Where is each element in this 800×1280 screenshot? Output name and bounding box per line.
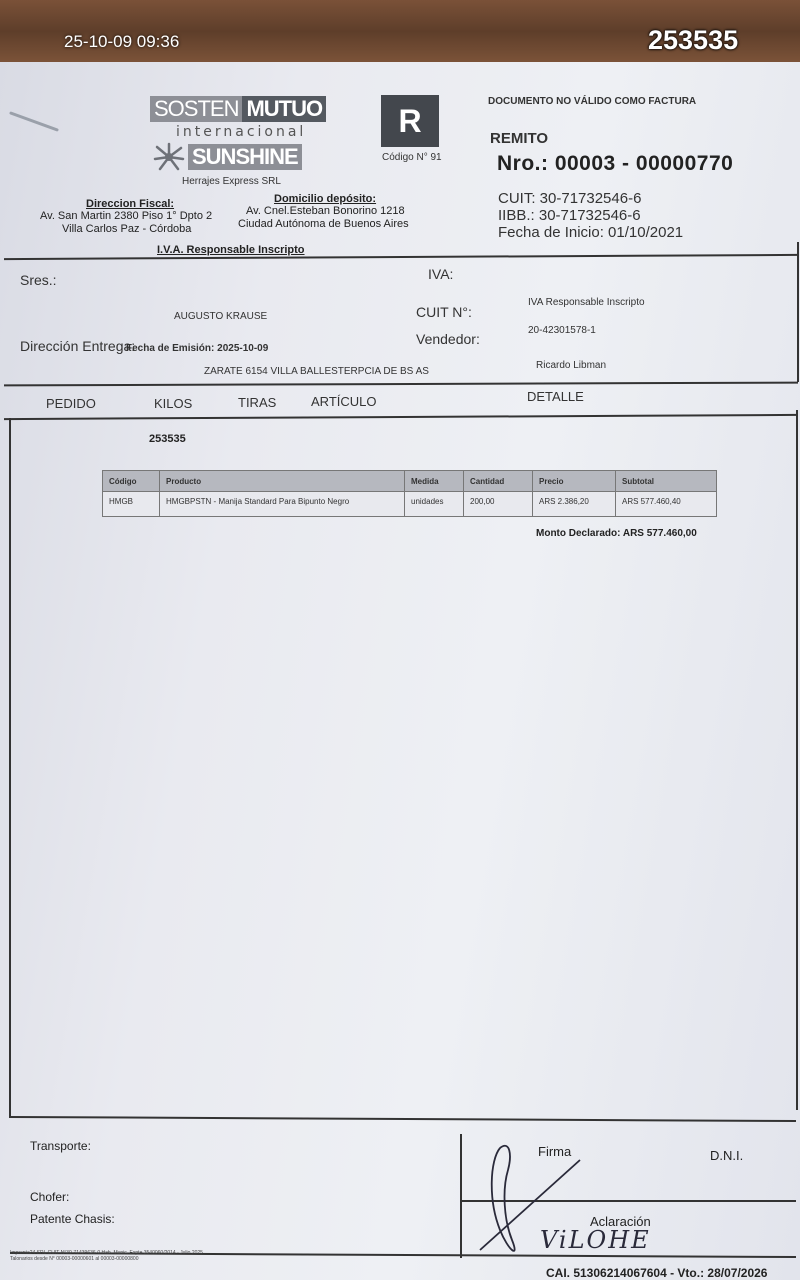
vendedor-value: Ricardo Libman <box>536 360 607 371</box>
deposit-address-line2: Ciudad Autónoma de Buenos Aires <box>238 218 409 230</box>
cell-cantidad: 200,00 <box>464 492 533 517</box>
client-cuit-value: 20-42301578-1 <box>528 325 596 336</box>
pedido-value: 253535 <box>149 433 186 445</box>
company-cuit: CUIT: 30-71732546-6 <box>498 190 642 207</box>
logo-left-text: SOSTEN <box>154 96 239 121</box>
invalid-invoice-notice: DOCUMENTO NO VÁLIDO COMO FACTURA <box>488 96 697 107</box>
document-code: Código N° 91 <box>382 152 442 163</box>
transporte-label: Transporte: <box>30 1139 91 1153</box>
vendedor-label: Vendedor: <box>416 331 480 347</box>
fiscal-address-title: Direccion Fiscal: <box>86 198 175 210</box>
delivery-address-label: Dirección Entrega: <box>20 338 136 354</box>
logo-sunshine-text: SUNSHINE <box>188 144 302 170</box>
aclaracion-label: Aclaración <box>590 1214 651 1229</box>
logo-sunshine <box>152 142 302 172</box>
logo-internacional: internacional <box>176 124 307 140</box>
cell-subtotal: ARS 577.460,40 <box>616 492 717 517</box>
deposit-address-title: Domicilio depósito: <box>274 193 377 205</box>
body-right-border <box>796 410 798 1110</box>
iva-condition: I.V.A. Responsable Inscripto <box>157 244 305 256</box>
document-number: Nro.: 00003 - 00000770 <box>497 152 734 175</box>
items-table <box>102 470 717 517</box>
company-iibb: IIBB.: 30-71732546-6 <box>498 207 641 224</box>
header-subtotal: Subtotal <box>616 471 717 492</box>
cell-producto: HMGBPSTN - Manija Standard Para Bipunto Negro <box>160 492 405 517</box>
table-row <box>103 492 717 517</box>
header-precio: Precio <box>533 471 616 492</box>
logo-sosten-mutuo <box>150 96 326 122</box>
handwritten-name: ViLOHE <box>540 1226 651 1254</box>
photo-order-id: 253535 <box>648 25 739 55</box>
issue-date: Fecha de Emisión: 2025-10-09 <box>126 343 269 354</box>
photo-timestamp: 25-10-09 09:36 <box>64 32 180 51</box>
deposit-address-line1: Av. Cnel.Esteban Bonorino 1218 <box>246 205 405 217</box>
dni-label: D.N.I. <box>710 1148 744 1163</box>
document-letter-box: R <box>381 95 439 147</box>
printer-line2: Talonarios desde N° 00003-00000601 al 00003-00000800 <box>10 1256 139 1262</box>
delivery-address: ZARATE 6154 VILLA BALLESTERPCIA DE BS AS <box>204 366 429 377</box>
client-iva-value: IVA Responsable Inscripto <box>528 297 645 308</box>
header-producto: Producto <box>160 471 405 492</box>
company-tax-info <box>498 190 683 241</box>
cell-medida: unidades <box>405 492 464 517</box>
column-pedido: PEDIDO <box>46 396 96 411</box>
iva-label: IVA: <box>428 266 454 282</box>
cuit-label: CUIT N°: <box>416 304 472 320</box>
column-detalle: DETALLE <box>527 389 584 404</box>
header-cantidad: Cantidad <box>464 471 533 492</box>
cell-precio: ARS 2.386,20 <box>533 492 616 517</box>
printer-info <box>10 1250 203 1262</box>
column-articulo: ARTÍCULO <box>311 394 377 409</box>
column-tiras: TIRAS <box>238 395 277 410</box>
header-codigo: Código <box>103 471 160 492</box>
chofer-label: Chofer: <box>30 1190 70 1204</box>
company-start-date: Fecha de Inicio: 01/10/2021 <box>498 224 684 241</box>
document-type: REMITO <box>490 130 549 147</box>
logo-right-text: MUTUO <box>242 96 326 122</box>
patente-label: Patente Chasis: <box>30 1212 115 1226</box>
sres-label: Sres.: <box>20 272 57 288</box>
paper-sheet <box>0 62 800 1280</box>
firma-label: Firma <box>538 1144 572 1159</box>
printer-line1: Imprenta24 SRL CUIT N°30-71439636-0 Hab. Munic. Expte 3540060/2014 - Julio 2025 <box>10 1250 203 1256</box>
client-name: AUGUSTO KRAUSE <box>174 311 268 322</box>
fiscal-address-line1: Av. San Martin 2380 Piso 1° Dpto 2 <box>40 210 213 222</box>
fiscal-address-line2: Villa Carlos Paz - Córdoba <box>62 223 192 235</box>
client-block-right-border <box>797 242 799 382</box>
column-kilos: KILOS <box>154 396 193 411</box>
cell-codigo: HMGB <box>103 492 160 517</box>
header-medida: Medida <box>405 471 464 492</box>
cai-number: CAI. 51306214067604 - Vto.: 28/07/2026 <box>546 1266 768 1280</box>
declared-amount: Monto Declarado: ARS 577.460,00 <box>536 528 697 539</box>
sun-icon <box>152 142 186 172</box>
company-name: Herrajes Express SRL <box>182 176 281 187</box>
items-table-header <box>103 471 717 492</box>
body-left-border <box>9 418 11 1118</box>
